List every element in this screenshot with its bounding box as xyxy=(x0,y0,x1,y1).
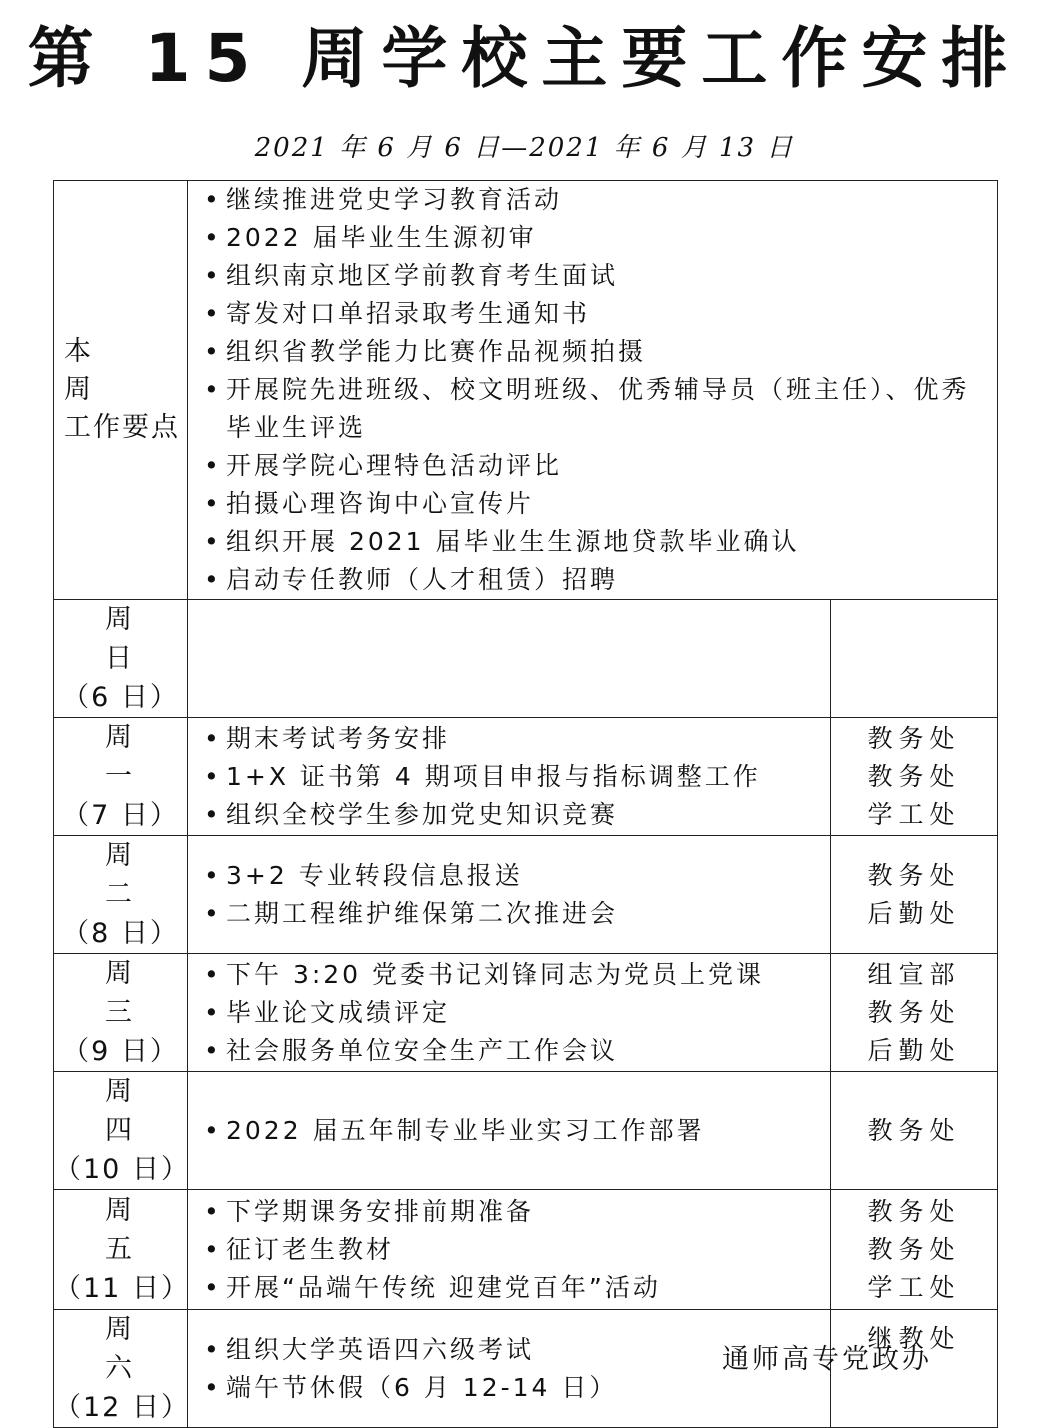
day-dept-cell xyxy=(831,1190,998,1310)
day-item: • 组织全校学生参加党史知识竞赛 xyxy=(200,796,830,834)
focus-item: • 继续推进党史学习教育活动 xyxy=(200,181,993,219)
day-item: • 下午 3:20 党委书记刘锋同志为党员上党课 xyxy=(200,956,830,994)
day-dept-cell xyxy=(831,600,998,718)
day-label: 周六 xyxy=(105,1314,166,1384)
day-label: 周五 xyxy=(105,1195,166,1265)
day-dept-cell xyxy=(831,718,998,836)
day-items-cell xyxy=(188,954,831,1072)
dept-label: 组宣部 xyxy=(867,959,961,989)
day-label: 周日 xyxy=(105,604,166,674)
day-label-cell xyxy=(54,1072,188,1190)
day-row-monday xyxy=(54,718,998,836)
day-label: 周四 xyxy=(105,1076,166,1146)
day-item: • 3+2 专业转段信息报送 xyxy=(200,857,830,895)
day-dept-cell xyxy=(831,836,998,954)
day-label-cell xyxy=(54,1190,188,1310)
dept-label: 教务处 xyxy=(867,1234,961,1264)
dept-label: 教务处 xyxy=(867,997,961,1027)
day-date: （6 日） xyxy=(62,682,179,713)
focus-item: • 组织开展 2021 届毕业生生源地贷款毕业确认 xyxy=(200,523,993,561)
day-item: • 期末考试考务安排 xyxy=(200,720,830,758)
day-item: • 下学期课务安排前期准备 xyxy=(200,1193,830,1231)
day-date: （12 日） xyxy=(54,1392,190,1423)
day-label-cell xyxy=(54,1310,188,1428)
day-items-cell xyxy=(188,1072,831,1190)
day-dept-cell xyxy=(831,954,998,1072)
dept-label: 学工处 xyxy=(867,799,961,829)
day-items-cell xyxy=(188,600,831,718)
date-range: 2021 年 6 月 6 日—2021 年 6 月 13 日 xyxy=(254,133,795,163)
day-items-cell xyxy=(188,718,831,836)
day-date: （9 日） xyxy=(62,1036,179,1067)
dept-label: 教务处 xyxy=(867,860,961,890)
focus-item: • 启动专任教师（人才租赁）招聘 xyxy=(200,561,993,599)
day-item: • 二期工程维护维保第二次推进会 xyxy=(200,895,830,933)
day-label-cell xyxy=(54,836,188,954)
focus-item: • 开展学院心理特色活动评比 xyxy=(200,447,993,485)
day-item: • 征订老生教材 xyxy=(200,1231,830,1269)
day-date: （8 日） xyxy=(62,918,179,949)
dept-label: 学工处 xyxy=(867,1272,961,1302)
day-item: • 社会服务单位安全生产工作会议 xyxy=(200,1032,830,1070)
day-label-cell xyxy=(54,718,188,836)
day-item: • 毕业论文成绩评定 xyxy=(200,994,830,1032)
day-row-thursday xyxy=(54,1072,998,1190)
signature: 通师高专党政办 xyxy=(722,1344,932,1375)
day-row-wednesday xyxy=(54,954,998,1072)
dept-label: 教务处 xyxy=(867,761,961,791)
dept-label: 继教处 xyxy=(867,1324,961,1353)
focus-items-cell xyxy=(188,181,998,600)
day-label: 周三 xyxy=(105,958,166,1028)
day-items-cell xyxy=(188,1190,831,1310)
day-item: • 开展“品端午传统 迎建党百年”活动 xyxy=(200,1269,830,1307)
day-date: （11 日） xyxy=(54,1273,190,1304)
day-row-sunday xyxy=(54,600,998,718)
day-item: • 组织大学英语四六级考试 xyxy=(200,1331,830,1369)
day-row-friday xyxy=(54,1190,998,1310)
day-label: 周一 xyxy=(105,722,166,792)
day-items-cell xyxy=(188,836,831,954)
focus-label-line1: 本周 xyxy=(64,336,153,405)
day-date: （10 日） xyxy=(54,1154,190,1185)
day-label-cell xyxy=(54,600,188,718)
dept-label: 教务处 xyxy=(867,723,961,753)
focus-item: • 开展院先进班级、校文明班级、优秀辅导员（班主任）、优秀毕业生评选 xyxy=(200,371,993,447)
day-date: （7 日） xyxy=(62,800,179,831)
dept-label: 教务处 xyxy=(867,1196,961,1226)
focus-row xyxy=(54,181,998,600)
page-title: 第 15 周学校主要工作安排 xyxy=(27,20,1022,97)
dept-label: 后勤处 xyxy=(867,1035,961,1065)
focus-label-line2: 工作要点 xyxy=(64,412,180,443)
dept-label: 教务处 xyxy=(867,1115,961,1145)
dept-label: 后勤处 xyxy=(867,898,961,928)
focus-label-cell xyxy=(54,181,188,600)
day-item: • 1+X 证书第 4 期项目申报与指标调整工作 xyxy=(200,758,830,796)
day-dept-cell xyxy=(831,1072,998,1190)
day-item: • 端午节休假（6 月 12-14 日） xyxy=(200,1369,830,1407)
day-row-tuesday xyxy=(54,836,998,954)
day-item: • 2022 届五年制专业毕业实习工作部署 xyxy=(200,1112,830,1150)
focus-item: • 2022 届毕业生生源初审 xyxy=(200,219,993,257)
focus-item: • 组织南京地区学前教育考生面试 xyxy=(200,257,993,295)
day-label: 周二 xyxy=(105,840,166,910)
focus-item: • 拍摄心理咨询中心宣传片 xyxy=(200,485,993,523)
focus-item: • 寄发对口单招录取考生通知书 xyxy=(200,295,993,333)
day-label-cell xyxy=(54,954,188,1072)
schedule-table xyxy=(53,180,998,1428)
focus-item: • 组织省教学能力比赛作品视频拍摄 xyxy=(200,333,993,371)
